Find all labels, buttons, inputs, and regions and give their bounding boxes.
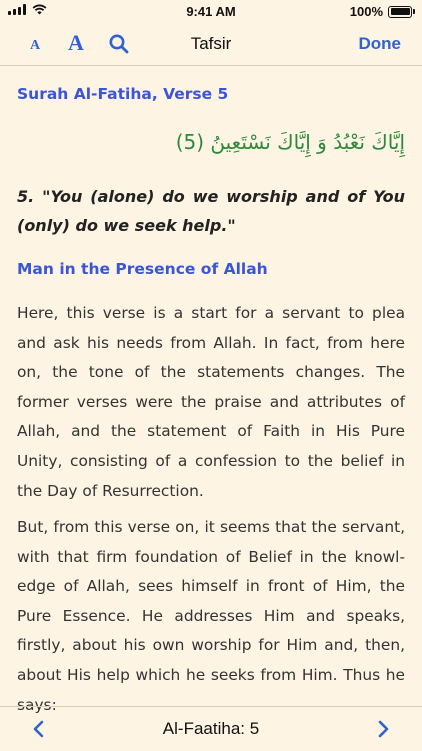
arabic-verse: إِيَّاكَ نَعْبُدُ وَ إِيَّاكَ نَسْتَعِينُ (5) — [175, 130, 405, 154]
increase-font-button[interactable]: A — [68, 30, 84, 55]
chevron-right-icon[interactable] — [374, 719, 392, 739]
battery-percent: 100% — [349, 4, 383, 19]
battery-icon — [388, 6, 412, 18]
surah-heading: Surah Al-Fatiha, Verse 5 — [17, 85, 229, 103]
status-bar — [0, 0, 422, 24]
chevron-left-icon[interactable] — [30, 719, 48, 739]
status-right — [350, 4, 412, 19]
decrease-font-button[interactable]: A — [30, 38, 41, 53]
section-heading: Man in the Presence of Allah — [17, 260, 268, 278]
verse-translation: 5. "You (alone) do we worship and of You (only) do we seek help." — [17, 187, 405, 235]
paragraph: Here, this verse is a start for a servant to plea and ask his needs from Allah. In fact, from here on, the tone of the statements changes. The former verses were the praise and attributes of Allah, and the statement of Faith in His Pure Unity, consisting of a confession to the belief in the Day of Resurrection. — [17, 304, 405, 500]
nav-bar — [0, 24, 422, 66]
done-button[interactable]: Done — [358, 34, 401, 53]
status-time: 9:41 AM — [186, 4, 236, 19]
search-icon[interactable] — [108, 33, 130, 55]
bottom-toolbar — [0, 706, 422, 751]
page-title: Tafsir — [190, 34, 232, 53]
verse-reference: Al-Faatiha: 5 — [162, 719, 260, 738]
footer-label-wrap — [0, 719, 422, 739]
paragraph: But, from this verse on, it seems that the servant, with that firm foundation of Belief in the knowledge of Allah, sees himself in front of Him, the Pure Essence. He addresses Him and speaks, firstly, about his own worship for Him and, then, about His help which he seeks from Him. Thus he says: — [17, 518, 405, 714]
tafsir-content[interactable] — [17, 66, 405, 714]
